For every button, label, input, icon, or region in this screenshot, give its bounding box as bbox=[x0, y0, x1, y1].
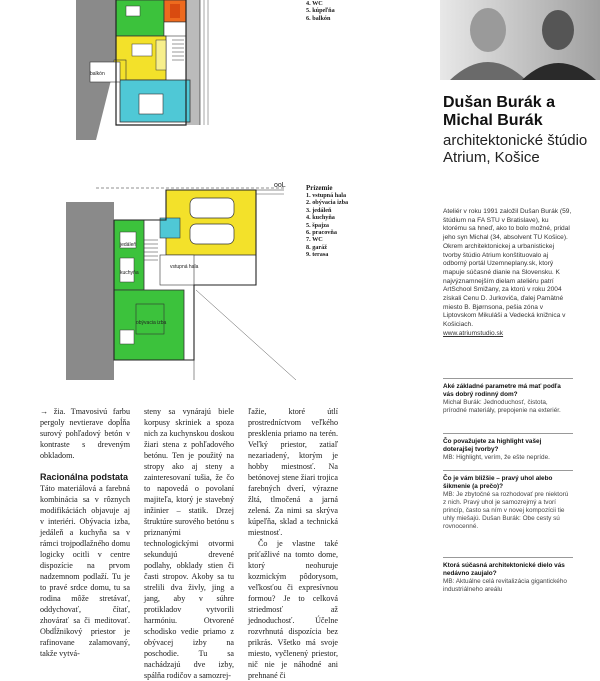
studio-name: architektonické štúdio Atrium, Košice bbox=[443, 132, 588, 166]
legend-item: 1. vstupná hala bbox=[306, 192, 347, 199]
studio-bio bbox=[443, 208, 573, 339]
divider bbox=[443, 378, 573, 379]
answer: MB: Highlight, verím, že ešte nepríde. bbox=[443, 454, 550, 461]
upper-floor-legend bbox=[306, 0, 335, 22]
ground-floor-legend bbox=[306, 184, 348, 259]
architect-names: Dušan Burák a Michal Burák bbox=[443, 94, 556, 129]
architects-photo bbox=[440, 0, 600, 80]
answer: Michal Burák: Jednoduchosť, čistota, prírodné materiály, prepojenie na exteriér. bbox=[443, 399, 561, 414]
legend-item: 6. pracovňa bbox=[306, 229, 337, 237]
question: Čo považujete za highlight vašej doterajšej tvorby? bbox=[443, 438, 542, 453]
divider bbox=[443, 433, 573, 434]
qa-item bbox=[443, 383, 573, 415]
legend-item: 8. garáž bbox=[306, 243, 327, 251]
paragraph: Táto materiálová a farebná kombinácia sa v rôznych modifikáciách objavuje aj v interiéri. Obývacia izba, jedáleň a kuchyňa sa v rámci trojpodlažného domu logicky ocitli v centre dispozície na prvom nadzemnom podlaží. Tu je to pravé srdce domu, tu sa rodina môže stretávať, oddychovať, čítať, zhovárať sa či meditovať. Obdĺžnikový priestor je rafinovane zalamovaný, takže vytvá- bbox=[40, 484, 130, 658]
divider bbox=[443, 557, 573, 558]
legend-item: 6. balkón bbox=[306, 14, 331, 22]
qa-item bbox=[443, 475, 573, 531]
divider bbox=[443, 470, 573, 471]
legend-item: 5. kúpeľňa bbox=[306, 7, 335, 15]
qa-item bbox=[443, 438, 573, 462]
entry-hall-label: vstupná hala bbox=[170, 264, 199, 270]
upper-floor-plan-drawing bbox=[36, 0, 298, 140]
level-marker: ooL bbox=[274, 182, 286, 189]
legend-item: 4. kuchyňa bbox=[306, 214, 335, 222]
bio-text: Ateliér v roku 1991 založil Dušan Burák (59, štúdium na FA STU v Bratislave), ku ktorému sa hneď, ako to bolo možné, pridal jeho syn Michal (34, absolvent TU Košice). Okrem architektonickej a urbanistickej tvorby štúdio Atrium konštituovalo aj odborný portál Uzemneplany.sk, ktorý mapuje súčasné dianie na Slovensku. K najvýznamnejším dielam ateliéru patrí ArtSchool Smižany, za ktorú v roku 2004 získali Cenu D. Jurkoviča, ďalej Pamätné miesto B. Bjørnsona, pešia zóna v Liptovskom Mikuláši a Vedecká knižnica v Košiciach. bbox=[443, 208, 572, 329]
answer: MB: Aktuálne celá revitalizácia gigantického industriálneho areálu bbox=[443, 578, 567, 593]
question: Ktorá súčasná architektonické dielo vás nedávno zaujalo? bbox=[443, 562, 565, 577]
kitchen-label: kuchyňa bbox=[120, 270, 139, 276]
legend-item: 2. obývacia izba bbox=[306, 199, 349, 207]
answer: MB: Je zbytočné sa rozhodovať pre niektorú z nich. Pravý uhol je samozrejmý a tvorí princíp, často sa ním v novej kompozícii tie uhly miešajú. Dušan Burák: Obe cesty sú rovnocenné. bbox=[443, 491, 569, 530]
paragraph: Čo je vlastne také príťažlivé na tomto dome, ktorý neohuruje kozmickým pôdorysom, veľkosťou či expresívnou formou? Je to celková striedmosť až jednoduchosť. Účelne rozvrhnutá dispozícia bez prikrás. Všetko má svoje miesto, vyčlenený priestor, nič nie je náhodné ani prehnané či bbox=[248, 539, 338, 680]
living-room-label: obývacia izba bbox=[136, 320, 167, 326]
section-heading: Racionálna podstata bbox=[40, 472, 129, 482]
paragraph: → žia. Tmavosivú farbu pergoly nevtierave dopĺňa surový pohľadový betón v kontraste s dreveným obkladom. bbox=[40, 407, 130, 460]
dining-label: jedáleň bbox=[120, 242, 137, 248]
portrait-image bbox=[440, 0, 600, 80]
question: Aké základné parametre má mať podľa vás dobrý rodinný dom? bbox=[443, 383, 561, 398]
ground-floor-plan-drawing bbox=[36, 180, 298, 380]
article-column-1 bbox=[40, 406, 130, 659]
legend-title: Prízemie bbox=[306, 184, 333, 192]
qa-item bbox=[443, 562, 573, 594]
paragraph: steny sa vynárajú biele korpusy skriniek a spoza nich za kuchynskou doskou žiari stena z pohľadového betónu. Ten je použitý na stropy ako aj steny a zainteresovaní tušia, že čo to napovedá o povolaní majiteľa, ktorý je stavebný inžinier – statik. Drzej štruktúre surového betónu s priznanými technologickými otvormi sekundujú drevené podlahy, obklady stien či časti stropov. Akoby sa tu strelili dva živly, jing a jang, aby v súhre protikladov vytvorili harmóniu. Otvorené schodisko vedie priamo z obývacej izby na poschodie. Tu sa nachádzajú dve izby, spálňa rodičov a samozrej- bbox=[144, 407, 234, 680]
studio-website-link[interactable]: www.atriumstudio.sk bbox=[443, 329, 504, 337]
question: Čo je vám bližšie – pravý uhol alebo šikmenie (a prečo)? bbox=[443, 475, 553, 490]
article-column-2 bbox=[144, 406, 234, 681]
balcony-label: balkón bbox=[90, 71, 105, 77]
article-column-3 bbox=[248, 406, 338, 681]
paragraph: ľažie, ktoré útlí prostredníctvom veľkého presklenia priamo na terén. Veľký priestor, zatiaľ nezariadený, ktorým je hobby miestnosť. Na betónovej stene žiari trojica farebných dverí, výrazne žltá, tlmočená a jarná zelená. Za nimi sa skrýva kúpeľňa, sklad a technická miestnosť. bbox=[248, 407, 338, 537]
legend-item: 5. špajza bbox=[306, 221, 330, 229]
legend-item: 7. WC bbox=[306, 236, 323, 244]
legend-item: 9. terasa bbox=[306, 251, 329, 259]
ground-floor-plan bbox=[36, 180, 298, 380]
legend-item: 3. jedáleň bbox=[306, 206, 332, 214]
legend-item: 4. WC bbox=[306, 0, 323, 7]
